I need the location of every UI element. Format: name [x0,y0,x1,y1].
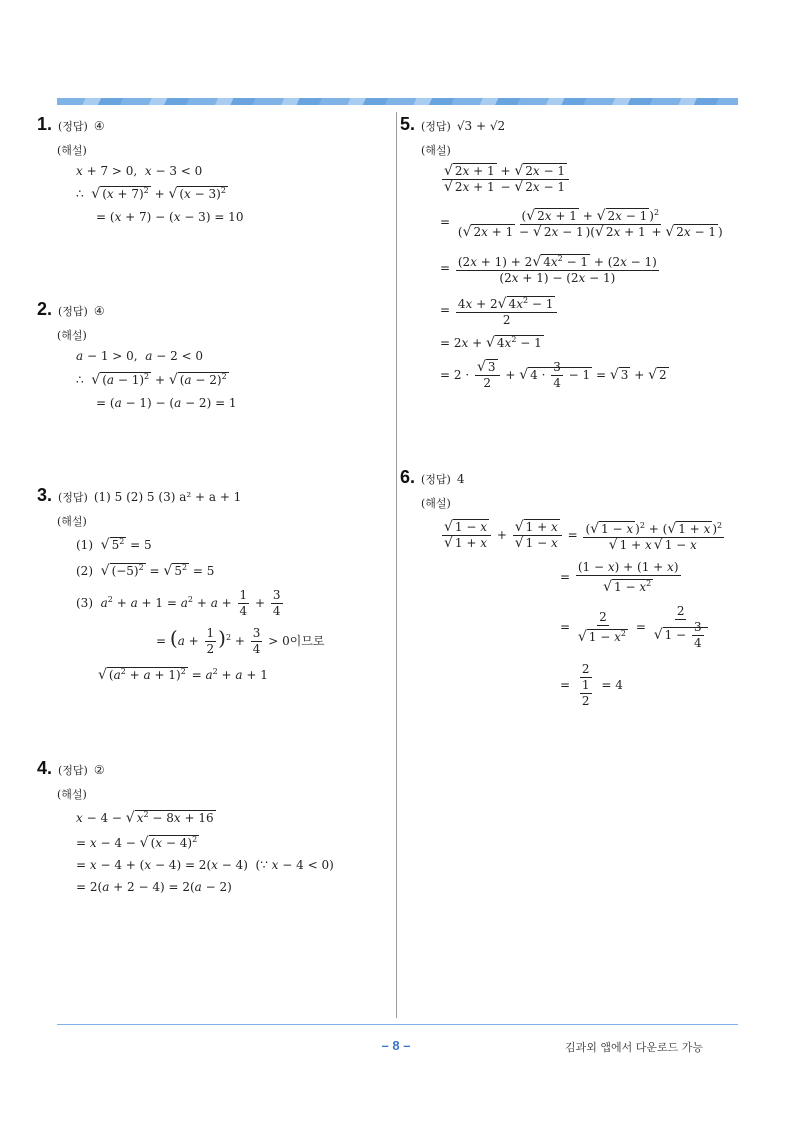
korean-text: 이므로 [289,634,325,648]
column-divider [396,112,397,1018]
answer-label: (정답) [421,120,451,133]
math-line: (2) √ $(-5)^2$ = √ $5^2 = 5$ [76,563,215,579]
math-line: ∴ √ $(a - 1)^2$ + √ $(a - 2)^2$ [76,372,227,388]
answer-label: (정답) [58,491,88,504]
page-number: – 8 – [381,1038,411,1053]
math-line: = (a + $\frac{1}{2}$ )$^2$ + $\frac{3}{4}$ > 0이므로 [156,626,325,656]
problem-number: 4. [37,758,53,778]
answer-value: ④ [93,304,105,318]
math-line: = $\frac{(1 - x) + (1 + x)}{√ 1 - x^2}$ [560,560,679,595]
problem-number: 2. [37,299,53,319]
math-line: = (x + 7) − (x − 3) = 10 [96,210,244,224]
problem-5 [400,114,505,135]
math-line: (1) √ $5^2 = 5$ [76,537,152,553]
explanation-label: (해설) [57,515,87,528]
math-line: x + 7 > 0, x − 3 < 0 [76,164,203,178]
answer-label: (정답) [58,305,88,318]
problem-number: 1. [37,114,53,134]
math-line: = $\frac{(√ 2x + 1 + √ 2x - 1 )^2}{(√ 2x + 1 - √ 2x - 1 )(√ 2x + 1 + √ 2x - 1 )}$ [440,205,727,240]
explanation-label: (해설) [421,144,451,157]
answer-value: √3 + √2 [456,119,506,133]
math-line: = $\frac{2}{\frac{1}{2}}$ = 4 [560,662,623,708]
problem-number: 5. [400,114,416,134]
explanation-label: (해설) [421,497,451,510]
math-line: = $\frac{4x + 2√ 4x^2 - 1}{2}$ [440,293,559,328]
math-line: ∴ √ $(x + 7)^2$ + √ $(x - 3)^2$ [76,186,226,202]
math-line: $\frac{√ 1 - x}{√ 1 + x}$ + $\frac{√ 1 + x}{√ 1 - x}$ = $\frac{(√ 1 - x )^2 + (√ 1 + x )^2}{√ 1 + x √ 1 - x}$ [444,519,723,553]
math-line: x − 4 − √ $x^2 - 8x + 16$ [76,810,214,826]
answer-label: (정답) [58,120,88,133]
footer-line [57,1024,738,1025]
problem-6 [400,467,465,488]
math-line: √ $(a^2 + a + 1)^2 = a^2 + a + 1$ [98,667,268,683]
problem-number: 3. [37,485,53,505]
math-line: = 2x + √ $4x^2 - 1$ [440,335,542,351]
math-line: = x − 4 − √ $(x - 4)^2$ [76,835,198,851]
math-line: a − 1 > 0, a − 2 < 0 [76,349,204,363]
math-line: = 2(a + 2 − 4) = 2(a − 2) [76,880,232,894]
math-line: = x − 4 + (x − 4) = 2(x − 4) (∵ x − 4 < 0) [76,858,334,872]
problem-4 [37,758,105,779]
math-line: = (a − 1) − (a − 2) = 1 [96,396,237,410]
problem-2 [37,299,105,320]
answer-value: 4 [456,472,465,486]
explanation-label: (해설) [57,144,87,157]
answer-value: ④ [93,119,105,133]
header-stripe [57,98,738,105]
answer-label: (정답) [58,764,88,777]
math-line: $\frac{√ 2x + 1 + √ 2x - 1}{√ 2x + 1 - √ 2x - 1}$ [440,164,571,195]
answer-label: (정답) [421,473,451,486]
problem-1 [37,114,105,135]
explanation-label: (해설) [57,788,87,801]
explanation-label: (해설) [57,329,87,342]
math-line: = $\frac{(2x + 1) + 2√ 4x^2 - 1 + (2x - 1)}{(2x + 1) - (2x - 1)}$ [440,251,661,286]
math-line: (3) $a^2 + a + 1 = a^2 + a$ + $\frac{1}{4}$ + $\frac{3}{4}$ [76,588,281,618]
problem-number: 6. [400,467,416,487]
answer-value: (1) 5 (2) 5 (3) a² + a + 1 [93,490,242,504]
math-line: = $\frac{2}{√ 1 - x^2}$ = 2 √ 1 − $\frac{3}{4}$ [560,604,712,651]
problem-3 [37,485,241,506]
footer-credit: 김과외 앱에서 다운로드 가능 [565,1041,704,1054]
math-line: = 2 · $\frac{√ 3}{2}$ + √ 4 · $\frac{3}{4}$ − 1 = √ 3 + √ 2 [440,359,667,390]
answer-value: ② [93,763,105,777]
